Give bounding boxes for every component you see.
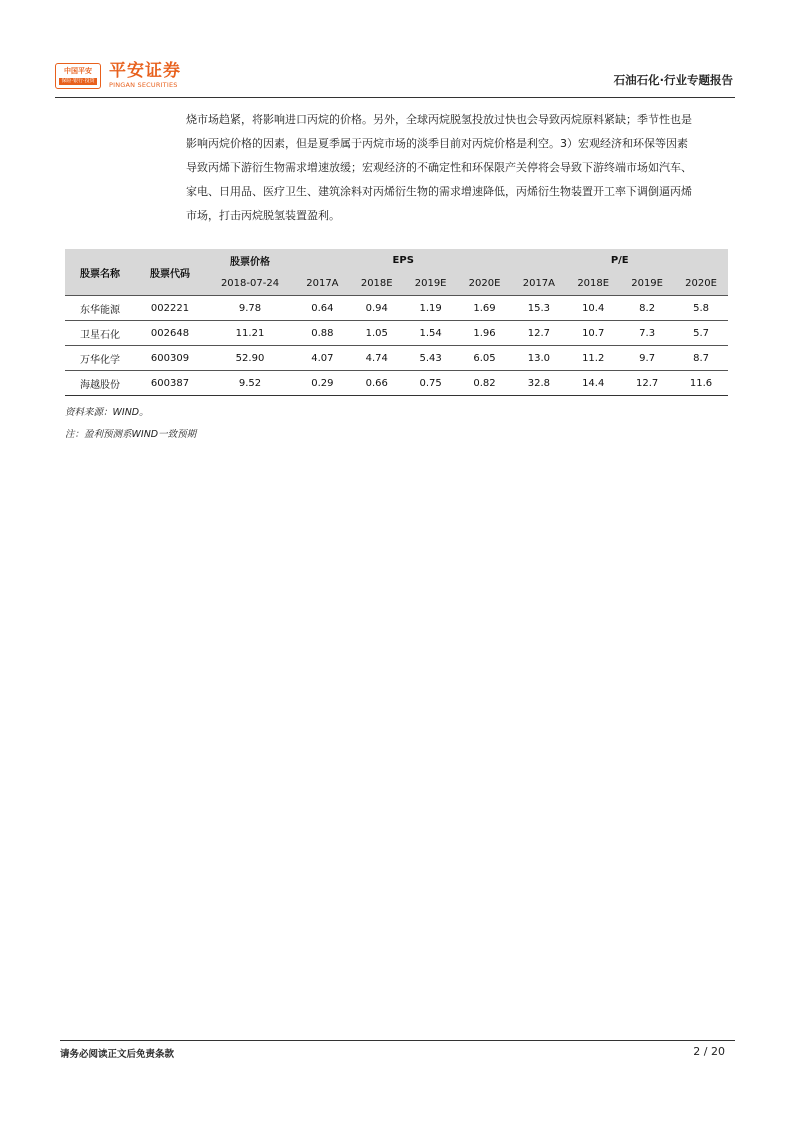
valuation-table-wrap (65, 249, 728, 396)
header-stock-code: 股票代码 (135, 249, 205, 296)
cell-eps: 1.19 (404, 296, 458, 321)
header-eps-year: 2018E (350, 271, 404, 296)
page-number: 2 / 20 (693, 1045, 725, 1058)
page-header (55, 62, 735, 96)
cell-pe: 5.8 (674, 296, 728, 321)
header-pe: P/E (511, 249, 728, 271)
body-line: 导致丙烯下游衍生物需求增速放缓；宏观经济的不确定性和环保限产关停将会导致下游终端市场如汽车、 (186, 161, 692, 174)
cell-eps: 0.88 (295, 321, 350, 346)
table-row (65, 346, 728, 371)
header-eps-year: 2019E (404, 271, 458, 296)
cell-pe: 8.7 (674, 346, 728, 371)
cell-price: 9.52 (205, 371, 295, 396)
cell-eps: 0.64 (295, 296, 350, 321)
header-pe-year: 2018E (566, 271, 620, 296)
cell-eps: 1.54 (404, 321, 458, 346)
body-line: 市场，打击丙烷脱氢装置盈利。 (186, 209, 340, 222)
table-note: 注：盈利预测系WIND一致预期 (65, 429, 197, 440)
cell-pe: 10.4 (566, 296, 620, 321)
header-pe-year: 2020E (674, 271, 728, 296)
header-eps-year: 2017A (295, 271, 350, 296)
cell-pe: 15.3 (511, 296, 566, 321)
cell-name: 万华化学 (65, 346, 135, 371)
logo-en-text: PINGAN SECURITIES (109, 81, 178, 89)
cell-name: 卫星石化 (65, 321, 135, 346)
header-price-date: 2018-07-24 (205, 271, 295, 296)
cell-price: 9.78 (205, 296, 295, 321)
cell-pe: 11.6 (674, 371, 728, 396)
cell-eps: 6.05 (458, 346, 512, 371)
body-line: 影响丙烷价格的因素，但是夏季属于丙烷市场的淡季目前对丙烷价格是利空。3）宏观经济和环保等因素 (186, 137, 688, 150)
logo-badge-top: 中国平安 (64, 66, 92, 75)
table-source: 资料来源：WIND。 (65, 407, 149, 418)
cell-pe: 5.7 (674, 321, 728, 346)
logo-cn-text: 平安证券 (109, 61, 181, 81)
cell-code: 600309 (135, 346, 205, 371)
header-eps-year: 2020E (458, 271, 512, 296)
cell-pe: 7.3 (620, 321, 674, 346)
cell-eps: 4.74 (350, 346, 404, 371)
cell-eps: 0.66 (350, 371, 404, 396)
table-notes (65, 402, 196, 446)
header-stock-name: 股票名称 (65, 249, 135, 296)
footer-disclaimer: 请务必阅读正文后免责条款 (60, 1049, 175, 1060)
cell-pe: 11.2 (566, 346, 620, 371)
cell-price: 11.21 (205, 321, 295, 346)
cell-eps: 1.96 (458, 321, 512, 346)
cell-pe: 12.7 (620, 371, 674, 396)
report-type: 石油石化·行业专题报告 (613, 73, 733, 87)
header-eps: EPS (295, 249, 511, 271)
header-stock-price: 股票价格 (205, 249, 295, 271)
cell-eps: 4.07 (295, 346, 350, 371)
cell-pe: 32.8 (511, 371, 566, 396)
body-line: 烧市场趋紧，将影响进口丙烷的价格。另外，全球丙烷脱氢投放过快也会导致丙烷原料紧缺；季节性也是 (186, 113, 692, 126)
cell-eps: 5.43 (404, 346, 458, 371)
cell-eps: 1.69 (458, 296, 512, 321)
header-pe-year: 2017A (511, 271, 566, 296)
valuation-table (65, 249, 728, 396)
cell-pe: 13.0 (511, 346, 566, 371)
cell-pe: 14.4 (566, 371, 620, 396)
cell-name: 东华能源 (65, 296, 135, 321)
cell-code: 600387 (135, 371, 205, 396)
cell-eps: 0.29 (295, 371, 350, 396)
body-line: 家电、日用品、医疗卫生、建筑涂料对丙烯衍生物的需求增速降低，丙烯衍生物装置开工率下调倒逼丙烯 (186, 185, 692, 198)
table-row (65, 296, 728, 321)
cell-name: 海越股份 (65, 371, 135, 396)
header-pe-year: 2019E (620, 271, 674, 296)
cell-pe: 10.7 (566, 321, 620, 346)
cell-pe: 12.7 (511, 321, 566, 346)
cell-pe: 9.7 (620, 346, 674, 371)
body-paragraph (186, 108, 736, 228)
footer-divider (60, 1040, 735, 1041)
cell-eps: 0.82 (458, 371, 512, 396)
table-row (65, 371, 728, 396)
company-logo (55, 62, 181, 89)
cell-eps: 0.75 (404, 371, 458, 396)
cell-pe: 8.2 (620, 296, 674, 321)
table-row (65, 321, 728, 346)
header-divider (55, 97, 735, 98)
logo-badge-bottom: 保险·银行·投资 (59, 78, 97, 85)
cell-price: 52.90 (205, 346, 295, 371)
cell-code: 002221 (135, 296, 205, 321)
cell-eps: 0.94 (350, 296, 404, 321)
cell-eps: 1.05 (350, 321, 404, 346)
pingan-badge-logo (55, 63, 101, 89)
cell-code: 002648 (135, 321, 205, 346)
